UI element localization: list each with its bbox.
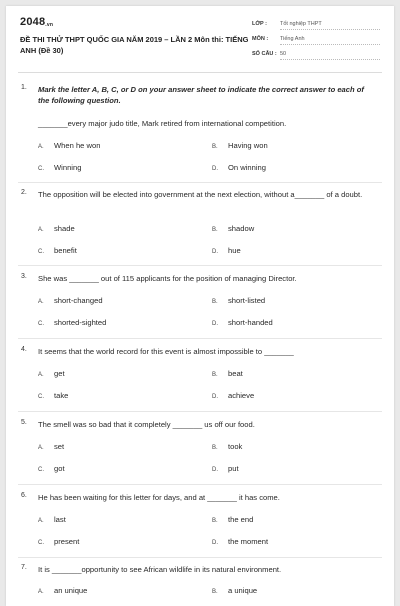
- option-letter: D.: [212, 321, 218, 327]
- option-a[interactable]: [38, 369, 65, 378]
- question-text: It is _______opportunity to see African wildlife in its natural environment.: [38, 565, 282, 574]
- meta-label: MÔN :: [252, 36, 269, 42]
- option-text: took: [228, 442, 243, 451]
- option-letter: D.: [212, 249, 218, 255]
- option-letter: A.: [38, 518, 44, 524]
- question-divider: [18, 182, 382, 183]
- option-text: short-handed: [228, 318, 273, 327]
- question-text: It seems that the world record for this event is almost impossible to _______: [38, 347, 294, 356]
- question-divider: [18, 265, 382, 266]
- option-text: short-listed: [228, 296, 266, 305]
- option-letter: B.: [212, 445, 218, 451]
- meta-label: LỚP :: [252, 21, 267, 27]
- option-text: set: [54, 442, 65, 451]
- question-instruction: Mark the letter A, B, C, or D on your answer sheet to indicate the correct answer to each of the following question.: [38, 85, 364, 105]
- option-text: last: [54, 515, 66, 524]
- option-a[interactable]: [38, 141, 100, 150]
- option-a[interactable]: [38, 586, 87, 595]
- meta-question-count: [252, 48, 380, 61]
- option-letter: C.: [38, 249, 44, 255]
- option-letter: C.: [38, 540, 44, 546]
- question-divider: [18, 338, 382, 339]
- question-number: 7.: [21, 564, 27, 571]
- option-b[interactable]: [212, 296, 265, 305]
- option-c[interactable]: [38, 391, 68, 400]
- option-letter: B.: [212, 518, 218, 524]
- option-letter: A.: [38, 299, 44, 305]
- meta-label: SỐ CÂU :: [252, 51, 277, 57]
- option-text: hue: [228, 246, 241, 255]
- option-letter: A.: [38, 372, 44, 378]
- question-number: 5.: [21, 419, 27, 426]
- option-text: When he won: [54, 141, 101, 150]
- question-text: The smell was so bad that it completely _______ us off our food.: [38, 420, 255, 429]
- header-divider: [18, 72, 382, 73]
- option-letter: D.: [212, 540, 218, 546]
- option-text: put: [228, 464, 239, 473]
- option-d[interactable]: [212, 246, 241, 255]
- option-text: short-changed: [54, 296, 103, 305]
- option-d[interactable]: [212, 318, 273, 327]
- option-text: got: [54, 464, 65, 473]
- option-letter: D.: [212, 166, 218, 172]
- option-text: On winning: [228, 163, 266, 172]
- question-number: 6.: [21, 492, 27, 499]
- option-letter: A.: [38, 227, 44, 233]
- option-letter: B.: [212, 144, 218, 150]
- option-c[interactable]: [38, 163, 81, 172]
- meta-subject: [252, 33, 380, 46]
- option-letter: A.: [38, 445, 44, 451]
- meta-value: Tốt nghiệp THPT: [280, 21, 380, 30]
- option-text: get: [54, 369, 65, 378]
- option-b[interactable]: [212, 141, 268, 150]
- option-b[interactable]: [212, 442, 242, 451]
- option-letter: C.: [38, 467, 44, 473]
- option-c[interactable]: [38, 246, 77, 255]
- option-text: present: [54, 537, 80, 546]
- option-a[interactable]: [38, 515, 66, 524]
- meta-value: Tiếng Anh: [280, 36, 380, 45]
- option-c[interactable]: [38, 464, 65, 473]
- option-text: beat: [228, 369, 243, 378]
- option-letter: D.: [212, 394, 218, 400]
- exam-title: ĐỀ THI THỬ THPT QUỐC GIA NĂM 2019 – LẦN 2 Môn thi: TIẾNG ANH (Đề 30): [20, 35, 249, 55]
- option-a[interactable]: [38, 296, 103, 305]
- option-c[interactable]: [38, 318, 106, 327]
- option-d[interactable]: [212, 464, 239, 473]
- question-number: 2.: [21, 189, 27, 196]
- option-text: take: [54, 391, 69, 400]
- option-letter: C.: [38, 321, 44, 327]
- option-text: the moment: [228, 537, 269, 546]
- option-letter: C.: [38, 394, 44, 400]
- question-text: She was _______ out of 115 applicants for the position of managing Director.: [38, 274, 297, 283]
- question-number: 1.: [21, 84, 27, 91]
- question-divider: [18, 557, 382, 558]
- option-text: benefit: [54, 246, 77, 255]
- option-text: Winning: [54, 163, 82, 172]
- option-letter: B.: [212, 372, 218, 378]
- site-logo[interactable]: [20, 16, 53, 28]
- question-text: _______every major judo title, Mark retired from international competition.: [38, 119, 287, 128]
- option-letter: B.: [212, 589, 218, 595]
- question-divider: [18, 411, 382, 412]
- question-text: He has been waiting for this letter for days, and at _______ it has come.: [38, 493, 280, 502]
- option-text: the end: [228, 515, 254, 524]
- question-text: The opposition will be elected into government at the next election, without a_______ of a doubt.: [38, 190, 363, 199]
- meta-class: [252, 18, 380, 31]
- question-divider: [18, 484, 382, 485]
- option-letter: B.: [212, 227, 218, 233]
- option-b[interactable]: [212, 369, 243, 378]
- option-d[interactable]: [212, 537, 268, 546]
- meta-value: 50: [280, 51, 380, 60]
- option-letter: B.: [212, 299, 218, 305]
- option-letter: D.: [212, 467, 218, 473]
- option-text: shorted-sighted: [54, 318, 107, 327]
- option-b[interactable]: [212, 224, 254, 233]
- option-letter: C.: [38, 166, 44, 172]
- option-text: Having won: [228, 141, 268, 150]
- logo-text: 2048: [20, 16, 46, 28]
- option-b[interactable]: [212, 586, 257, 595]
- option-text: a unique: [228, 586, 258, 595]
- option-c[interactable]: [38, 537, 79, 546]
- option-a[interactable]: [38, 224, 75, 233]
- option-d[interactable]: [212, 391, 254, 400]
- option-letter: A.: [38, 144, 44, 150]
- option-a[interactable]: [38, 442, 64, 451]
- option-text: achieve: [228, 391, 255, 400]
- exam-header: [6, 6, 394, 72]
- option-letter: A.: [38, 589, 44, 595]
- question-number: 3.: [21, 273, 27, 280]
- option-text: an unique: [54, 586, 88, 595]
- option-d[interactable]: [212, 163, 266, 172]
- exam-page: [6, 6, 394, 606]
- logo-suffix: .vn: [45, 22, 54, 28]
- question-number: 4.: [21, 346, 27, 353]
- option-text: shade: [54, 224, 75, 233]
- option-b[interactable]: [212, 515, 253, 524]
- option-text: shadow: [228, 224, 255, 233]
